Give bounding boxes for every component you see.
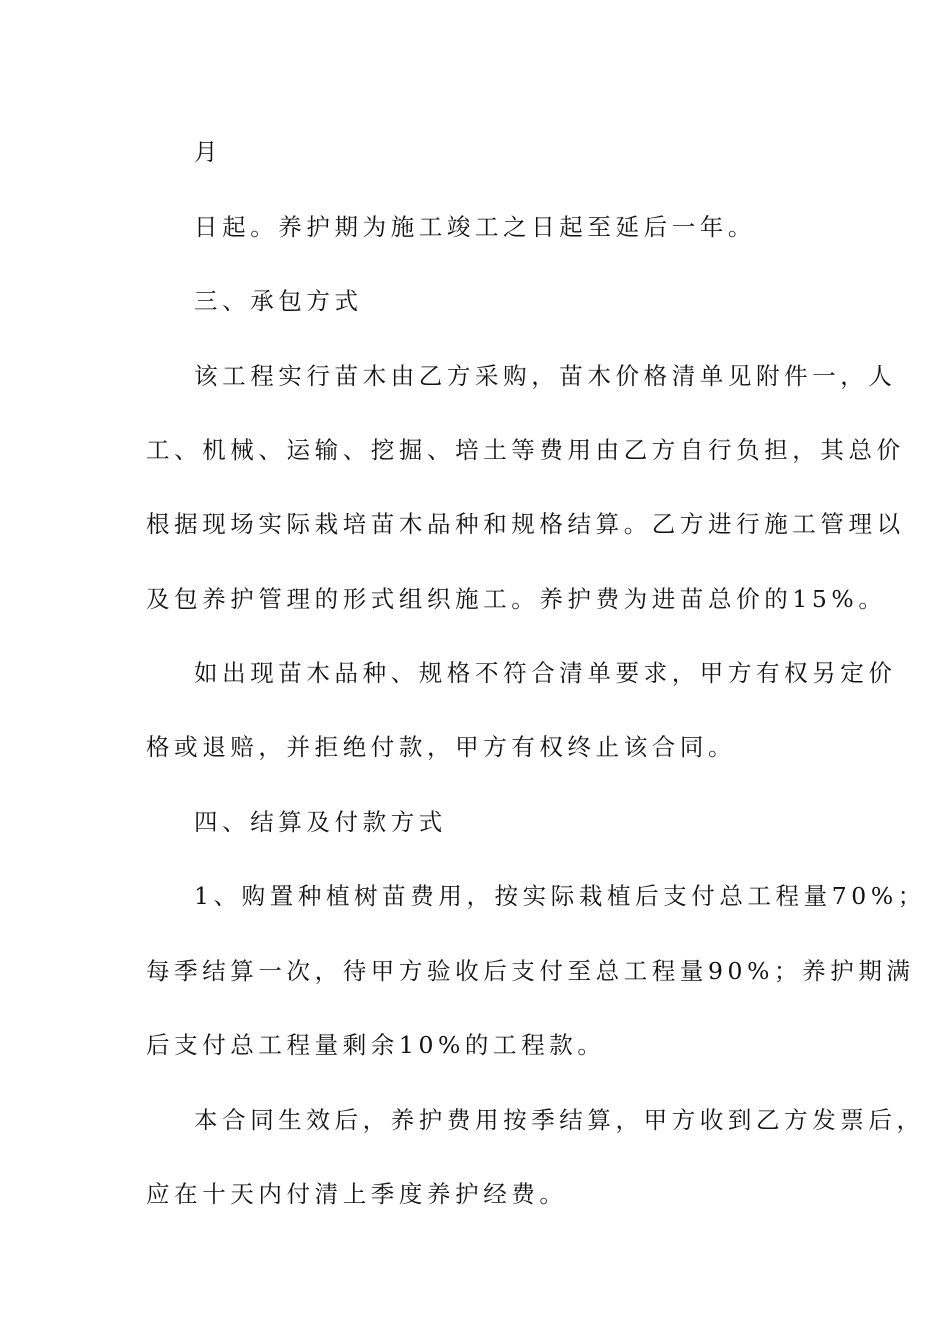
section-heading-settlement: 四、结算及付款方式 [194,808,447,836]
paragraph-line: 如出现苗木品种、规格不符合清单要求，甲方有权另定价 [194,659,897,687]
paragraph-line: 应在十天内付清上季度养护经费。 [146,1180,568,1208]
text-line-maintenance-period: 日起。养护期为施工竣工之日起至延后一年。 [194,213,756,241]
paragraph-line: 本合同生效后，养护费用按季结算，甲方收到乙方发票后， [194,1106,925,1134]
text-line-month: 月 [194,138,223,166]
paragraph-line: 该工程实行苗木由乙方采购，苗木价格清单见附件一，人 [194,362,897,390]
paragraph-line: 根据现场实际栽培苗木品种和规格结算。乙方进行施工管理以 [146,510,905,538]
paragraph-line: 每季结算一次，待甲方验收后支付至总工程量90%；养护期满 [146,957,915,985]
paragraph-line: 1、购置种植树苗费用，按实际栽植后支付总工程量70%； [194,882,926,910]
paragraph-line: 格或退赔，并拒绝付款，甲方有权终止该合同。 [146,733,737,761]
paragraph-line: 工、机械、运输、挖掘、培土等费用由乙方自行负担，其总价 [146,436,905,464]
paragraph-line: 及包养护管理的形式组织施工。养护费为进苗总价的15%。 [146,585,887,613]
paragraph-line: 后支付总工程量剩余10%的工程款。 [146,1031,606,1059]
section-heading-contract-method: 三、承包方式 [194,287,363,315]
